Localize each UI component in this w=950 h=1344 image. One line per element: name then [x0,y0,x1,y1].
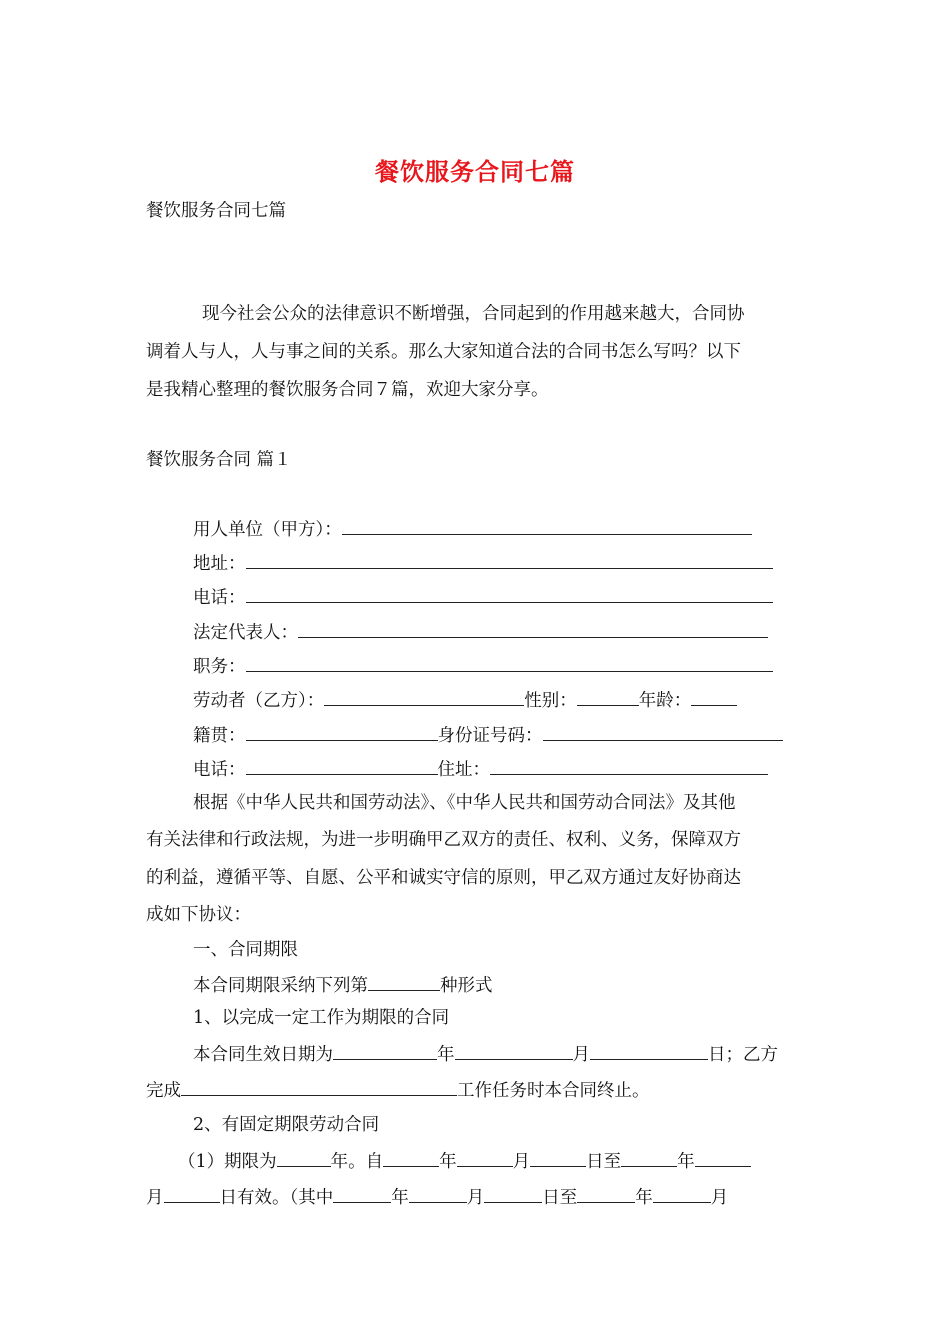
native-field[interactable] [246,722,438,741]
period-day-to: 日至 [586,1152,622,1172]
native-row [193,722,783,748]
period2-day-field[interactable] [164,1184,220,1203]
id-number-label: 身份证号码： [437,726,543,746]
period2-day2-field[interactable] [484,1184,542,1203]
residence-label: 住址： [437,760,490,780]
address-row [193,550,773,576]
worker-row [193,687,737,713]
period2-month2: 月 [466,1188,485,1208]
gender-label: 性别： [524,691,577,711]
phone-row [193,584,773,610]
phone2-row [193,756,768,782]
position-row [193,653,773,679]
complete-pre: 完成 [146,1081,181,1101]
period2-row [146,1184,728,1210]
period2-day-to: 日至 [542,1188,578,1208]
document-subtitle: 餐饮服务合同七篇 [146,201,286,221]
position-label: 职务： [193,657,246,677]
term-form-row [193,972,493,998]
document-title: 餐饮服务合同七篇 [375,157,575,186]
term-heading: 一、合同期限 [193,940,298,960]
age-field[interactable] [691,687,737,706]
phone-label: 电话： [193,588,246,608]
term-form-field[interactable] [368,972,440,991]
worker-label: 劳动者（乙方）： [193,691,325,711]
period-row [178,1148,751,1174]
employer-field[interactable] [342,516,752,535]
period2-month3: 月 [710,1188,729,1208]
period-end-month-field[interactable] [695,1148,751,1167]
phone2-label: 电话： [193,760,246,780]
item2: 2、有固定期限劳动合同 [193,1115,380,1135]
effective-year-label: 年 [437,1045,455,1065]
effective-pre: 本合同生效日期为 [193,1045,333,1065]
employer-row [193,516,752,542]
effective-month-label: 月 [572,1045,590,1065]
gender-field[interactable] [577,687,639,706]
phone-field[interactable] [246,584,773,603]
intro-line-1: 现今社会公众的法律意识不断增强，合同起到的作用越来越大，合同协 [202,304,745,324]
term-form-post: 种形式 [440,976,493,996]
basis-line-3: 的利益，遵循平等、自愿、公平和诚实守信的原则，甲乙双方通过友好协商达 [146,868,741,888]
section-heading: 餐饮服务合同 篇１ [146,450,292,470]
effective-year-field[interactable] [333,1041,437,1060]
period2-end-year-field[interactable] [577,1184,635,1203]
complete-task-field[interactable] [181,1077,457,1096]
period-end-year-field[interactable] [621,1148,677,1167]
basis-line-2: 有关法律和行政法规，为进一步明确甲乙双方的责任、权利、义务，保障双方 [146,830,741,850]
effective-month-field[interactable] [455,1041,573,1060]
effective-day-label: 日；乙方 [708,1045,778,1065]
intro-line-3: 是我精心整理的餐饮服务合同７篇，欢迎大家分享。 [146,380,549,400]
period2-end-month-field[interactable] [653,1184,711,1203]
age-label: 年龄： [638,691,692,711]
address-field[interactable] [246,550,773,569]
period-start-day-field[interactable] [530,1148,586,1167]
period2-month-field[interactable] [409,1184,467,1203]
basis-line-1: 根据《中华人民共和国劳动法》、《中华人民共和国劳动合同法》及其他 [193,793,736,813]
period-start-year-field[interactable] [383,1148,439,1167]
intro-line-2: 调着人与人，人与事之间的关系。那么大家知道合法的合同书怎么写吗？以下 [146,342,741,362]
period2-year-field[interactable] [333,1184,391,1203]
period-pre: （1）期限为 [178,1152,277,1172]
id-number-field[interactable] [543,722,783,741]
period-year2: 年 [677,1152,695,1172]
legal-rep-field[interactable] [298,619,768,638]
period-year: 年 [439,1152,457,1172]
position-field[interactable] [246,653,773,672]
address-label: 地址： [193,554,246,574]
employer-label: 用人单位（甲方）： [193,520,342,540]
effective-row [193,1041,778,1067]
complete-row [146,1077,650,1103]
period-years-field[interactable] [277,1148,331,1167]
basis-line-4: 成如下协议： [146,905,251,925]
phone2-field[interactable] [246,756,438,775]
native-label: 籍贯： [193,726,246,746]
period2-year: 年 [391,1188,409,1208]
period-month: 月 [512,1152,531,1172]
item1: 1、以完成一定工作为期限的合同 [193,1008,450,1028]
legal-rep-label: 法定代表人： [193,623,298,643]
period-start-month-field[interactable] [457,1148,513,1167]
worker-field[interactable] [324,687,524,706]
residence-field[interactable] [490,756,768,775]
complete-post: 工作任务时本合同终止。 [457,1081,650,1101]
term-form-pre: 本合同期限采纳下列第 [193,976,368,996]
legal-rep-row [193,619,768,645]
period2-year2: 年 [635,1188,653,1208]
period2-valid: 日有效。（其中 [219,1188,334,1208]
effective-day-field[interactable] [590,1041,708,1060]
period-year-from: 年。自 [330,1152,384,1172]
period2-month: 月 [146,1188,164,1208]
